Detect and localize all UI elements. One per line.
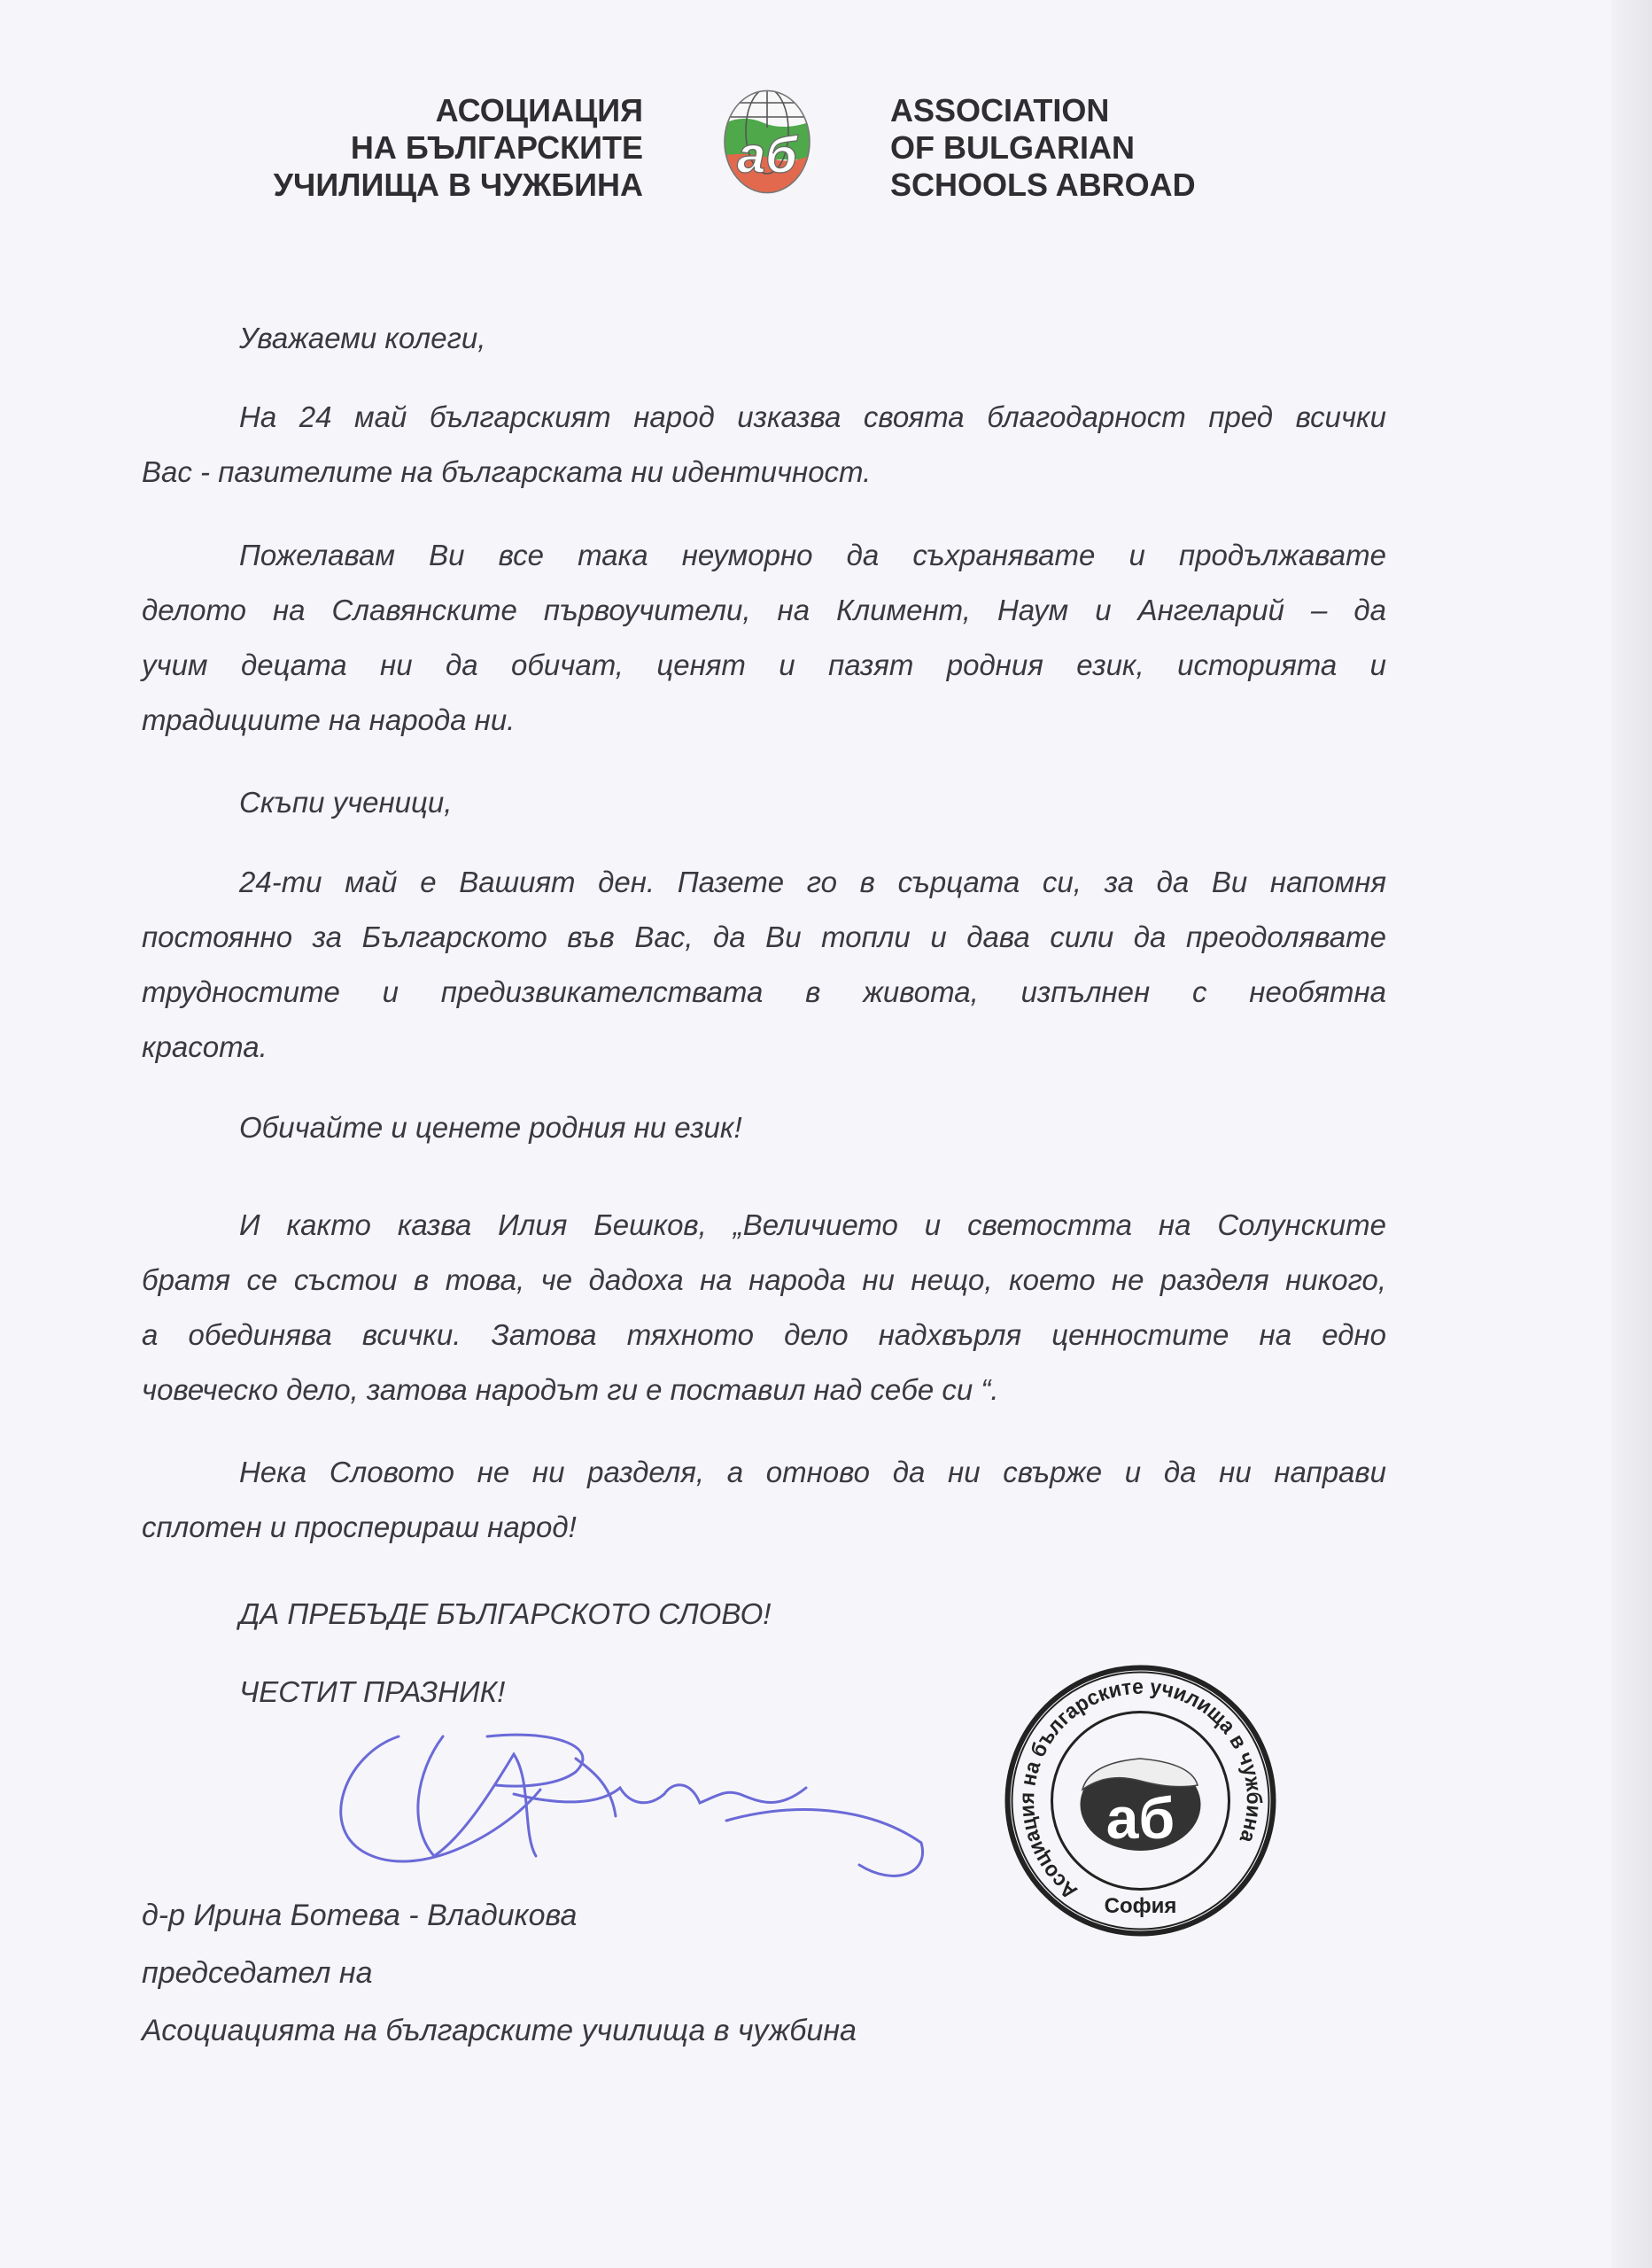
stamp-city: София bbox=[1104, 1894, 1177, 1918]
letterhead-en-line: SCHOOLS ABROAD bbox=[890, 167, 1196, 203]
text-line: Вас - пазителите на българската ни идентичност. bbox=[142, 455, 872, 488]
letterhead-bg-line: АСОЦИАЦИЯ bbox=[435, 92, 643, 128]
text-line: постоянно за Българското във Вас, да Ви топли и дава сили да преодолявате bbox=[142, 920, 1386, 953]
letterhead-bulgarian bbox=[274, 92, 643, 204]
text-line: красота. bbox=[142, 1030, 268, 1063]
letterhead-english bbox=[890, 92, 1196, 204]
paragraph bbox=[142, 528, 1386, 748]
signature-block bbox=[142, 1887, 857, 2060]
scan-edge bbox=[1611, 0, 1652, 2268]
letterhead-en-line: ASSOCIATION bbox=[890, 92, 1110, 128]
text-line: сплотен и просперираш народ! bbox=[142, 1511, 577, 1543]
signer-organization: Асоциацията на българските училища в чужбина bbox=[142, 2014, 857, 2047]
signer-title: председател на bbox=[142, 1956, 373, 1990]
official-stamp bbox=[1001, 1661, 1280, 1940]
text-line: човеческо дело, затова народът ги е поставил над себе си “. bbox=[142, 1373, 999, 1406]
text-line: Скъпи ученици, bbox=[239, 786, 453, 819]
text-line: Нека Словото не ни разделя, а отново да ни свърже и да ни направи bbox=[239, 1456, 1386, 1488]
text-line: 24-ти май е Вашият ден. Пазете го в сърцата си, за да Ви напомня bbox=[239, 866, 1386, 898]
text-line: учим децата ни да обичат, ценят и пазят родния език, историята и bbox=[142, 649, 1386, 681]
text-line: Уважаеми колеги, bbox=[239, 322, 486, 354]
text-line: И както казва Илия Бешков, „Величието и светостта на Солунските bbox=[239, 1208, 1386, 1241]
paragraph bbox=[142, 1198, 1386, 1418]
paragraph bbox=[142, 1100, 1386, 1155]
text-line: делото на Славянските първоучители, на Климент, Наум и Ангеларий – да bbox=[142, 594, 1386, 626]
text-line: ЧЕСТИТ ПРАЗНИК! bbox=[239, 1675, 506, 1708]
text-line: братя се състои в това, че дадоха на народа ни нещо, което не разделя никого, bbox=[142, 1263, 1386, 1296]
signer-name: д-р Ирина Ботева - Владикова bbox=[142, 1899, 578, 1932]
text-line: ДА ПРЕБЪДЕ БЪЛГАРСКОТО СЛОВО! bbox=[239, 1597, 772, 1630]
logo-text: аб bbox=[737, 127, 797, 184]
letterhead-en-line: OF BULGARIAN bbox=[890, 129, 1135, 166]
text-line: а обединява всички. Затова тяхното дело надхвърля ценностите на едно bbox=[142, 1318, 1386, 1351]
text-line: Пожелавам Ви все така неуморно да съхранявате и продължавате bbox=[239, 539, 1386, 571]
paragraph bbox=[142, 311, 1386, 366]
paragraph bbox=[142, 775, 1386, 830]
letterhead-bg-line: НА БЪЛГАРСКИТЕ bbox=[350, 129, 643, 166]
association-logo bbox=[709, 89, 826, 195]
text-line: трудностите и предизвикателствата в живота, изпълнен с необятна bbox=[142, 975, 1386, 1008]
letterhead-bg-line: УЧИЛИЩА В ЧУЖБИНА bbox=[273, 167, 643, 203]
stamp-ring-text: Асоциация на българските училища в чужбина bbox=[1014, 1674, 1266, 1904]
text-line: На 24 май българският народ изказва своята благодарност пред всички bbox=[239, 400, 1386, 433]
paragraph bbox=[142, 1445, 1386, 1555]
paragraph bbox=[142, 390, 1386, 500]
paragraph bbox=[142, 1587, 1386, 1642]
text-line: традициите на народа ни. bbox=[142, 703, 516, 736]
text-line: Обичайте и ценете родния ни език! bbox=[239, 1111, 742, 1144]
stamp-logo-text: аб bbox=[1105, 1785, 1175, 1851]
paragraph bbox=[142, 855, 1386, 1075]
handwritten-signature bbox=[310, 1728, 930, 1896]
